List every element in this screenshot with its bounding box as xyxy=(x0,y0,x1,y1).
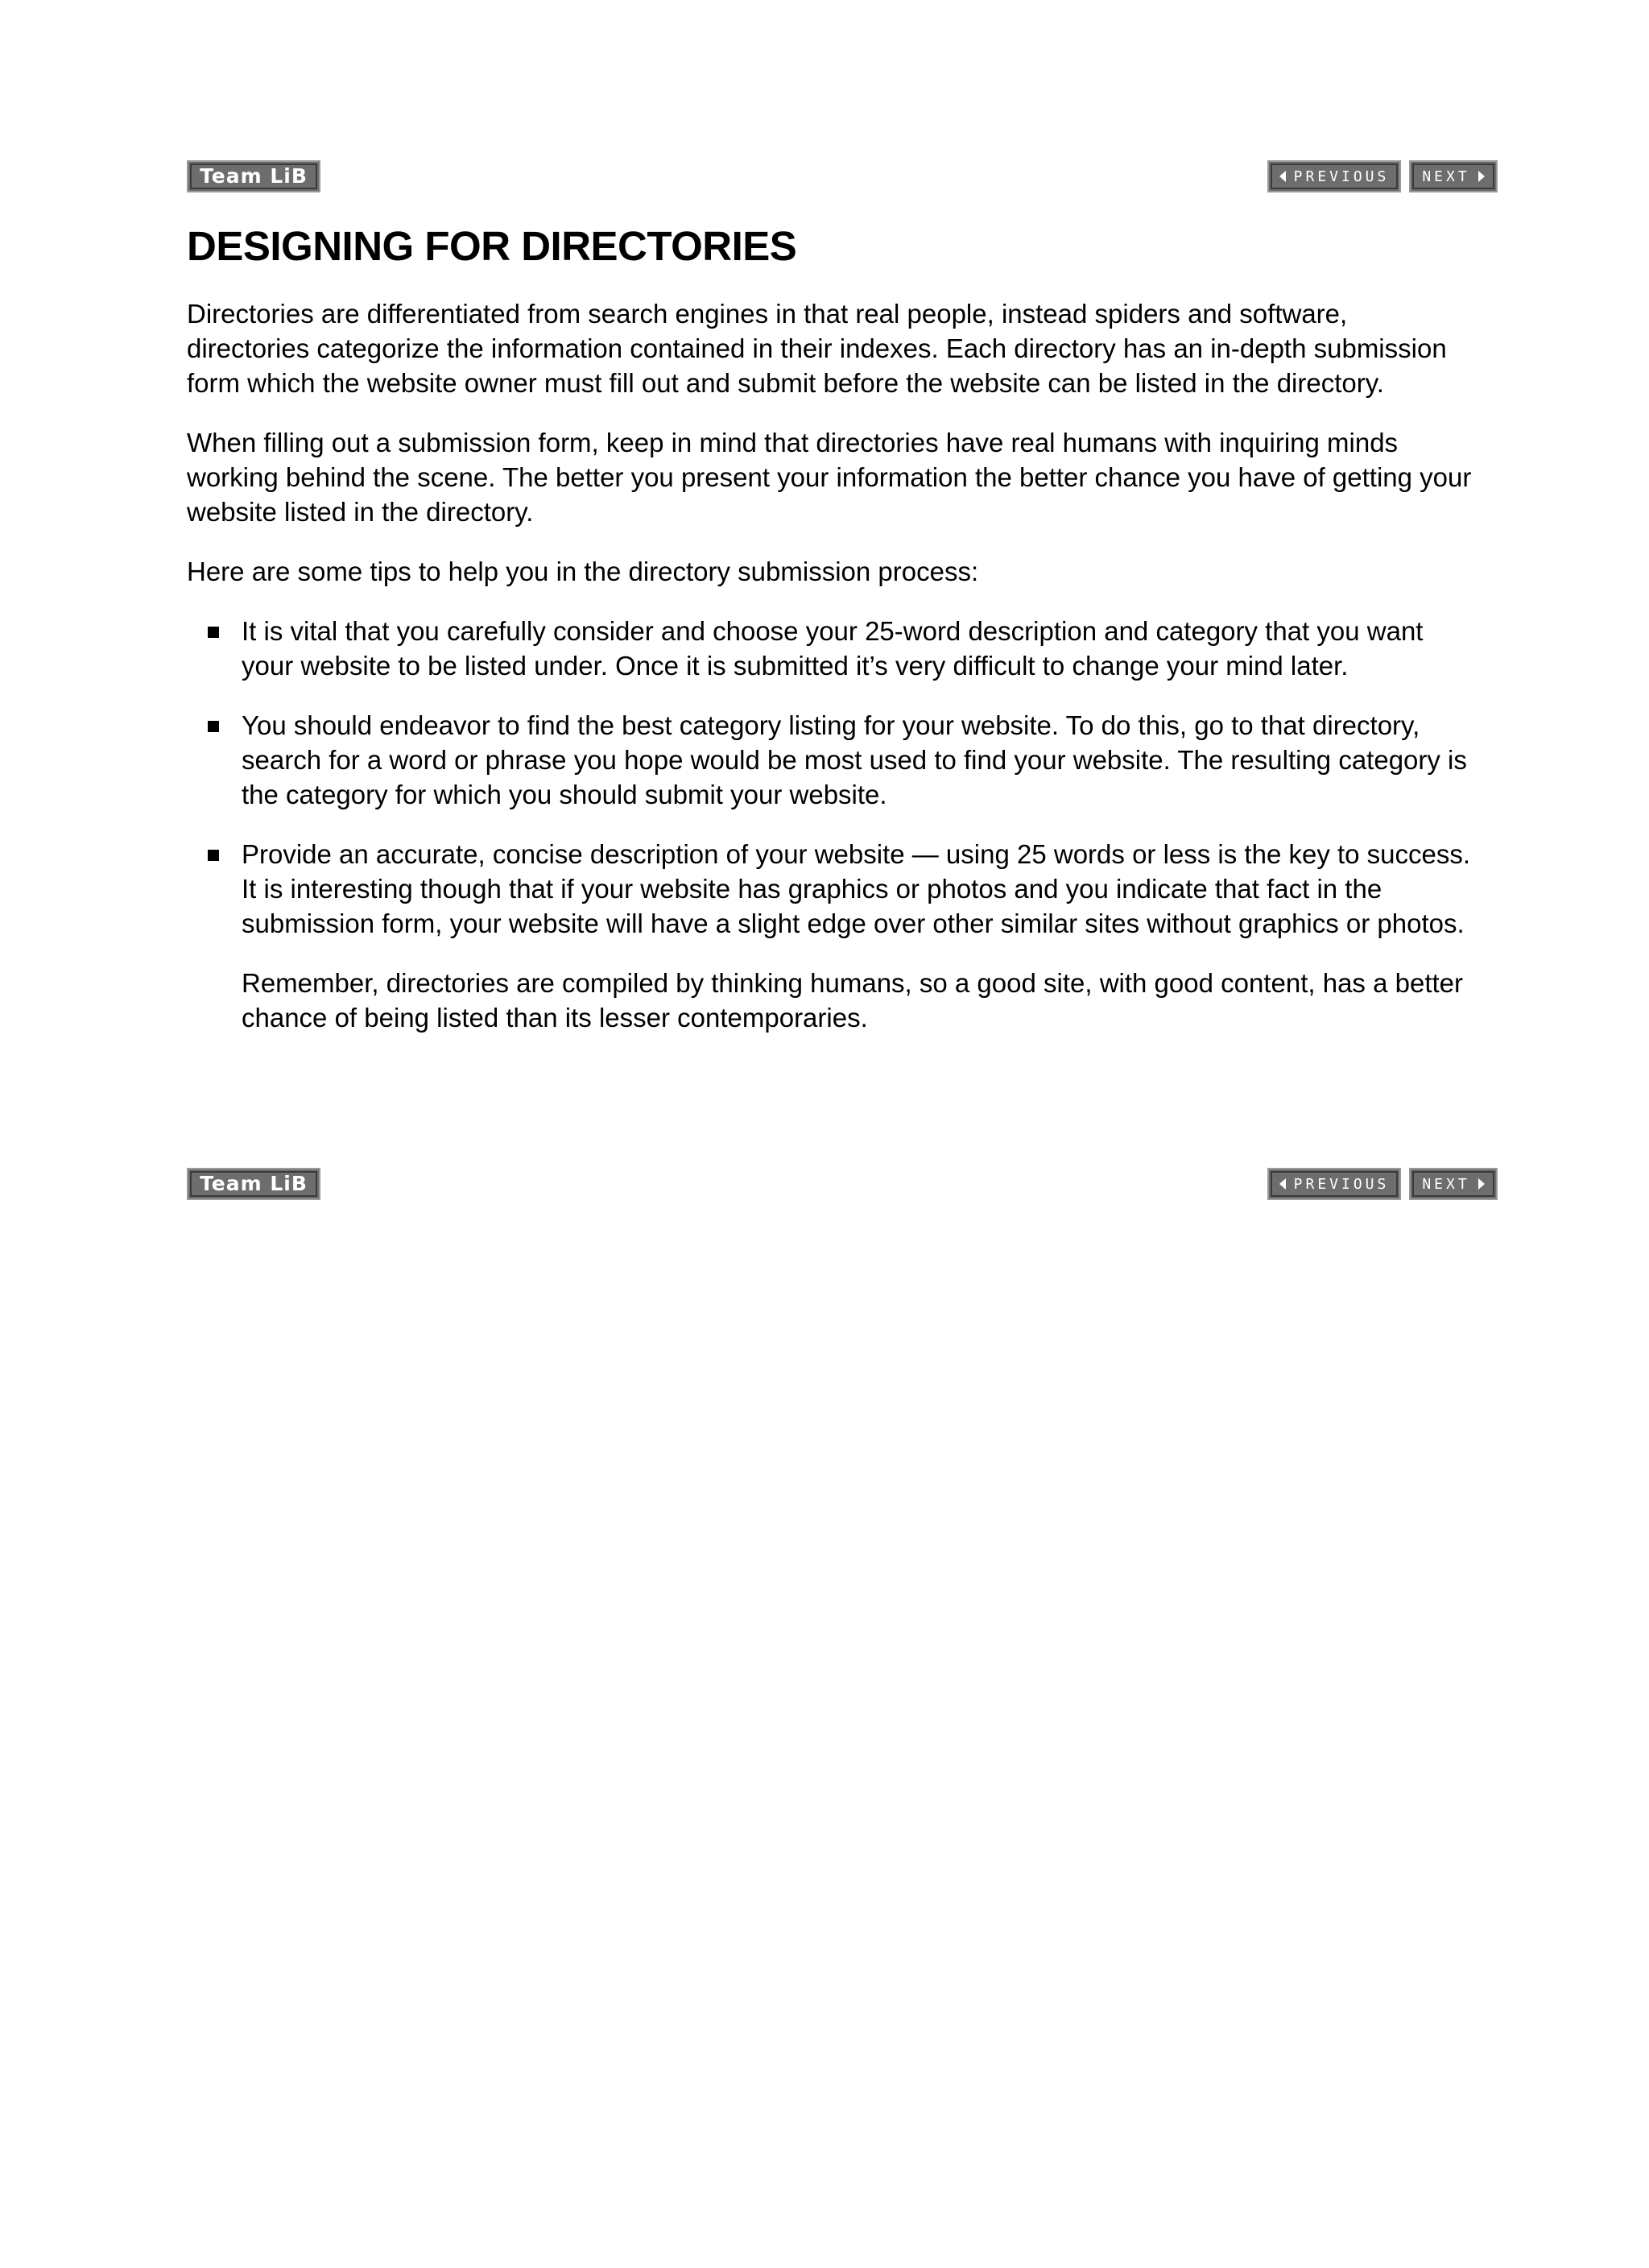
arrow-left-icon xyxy=(1279,171,1286,182)
arrow-right-icon xyxy=(1478,171,1485,182)
arrow-left-icon xyxy=(1279,1178,1286,1190)
list-item-text: Provide an accurate, concise description of your website — using 25 words or less is the key to success. It is interesting though that if your website has graphics or photos and you indicate that fact in the submission form, your website will have a slight edge over other similar sites without graphics or photos. xyxy=(242,839,1471,938)
next-button[interactable] xyxy=(1409,1168,1498,1200)
page-title: DESIGNING FOR DIRECTORIES xyxy=(187,223,797,269)
list-item xyxy=(187,614,1475,683)
team-lib-logo[interactable]: Team LiB xyxy=(187,160,320,192)
previous-label: PREVIOUS xyxy=(1293,1175,1390,1193)
pager-buttons xyxy=(1267,1168,1498,1200)
top-navigation xyxy=(187,160,1498,194)
submission-paragraph: When filling out a submission form, keep in mind that directories have real humans with inquiring minds working behind the scene. The better you present your information the better chance you have of getting your website listed in the directory. xyxy=(187,428,1472,527)
previous-button[interactable] xyxy=(1267,160,1401,192)
arrow-right-icon xyxy=(1478,1178,1485,1190)
main-content xyxy=(187,217,1475,1060)
team-lib-logo[interactable]: Team LiB xyxy=(187,1168,320,1200)
next-label: NEXT xyxy=(1422,168,1470,185)
list-item xyxy=(187,837,1475,941)
previous-label: PREVIOUS xyxy=(1293,168,1390,185)
bottom-navigation xyxy=(187,1168,1498,1202)
list-item-text: It is vital that you carefully consider and choose your 25-word description and category that you want your website to be listed under. Once it is submitted it’s very difficult to change your mind later. xyxy=(242,616,1424,681)
list-item xyxy=(187,708,1475,812)
previous-button[interactable] xyxy=(1267,1168,1401,1200)
closing-paragraph: Remember, directories are compiled by thinking humans, so a good site, with good content, has a better chance of being listed than its lesser contemporaries. xyxy=(242,968,1464,1033)
intro-paragraph: Directories are differentiated from search engines in that real people, instead spiders and software, directories categorize the information contained in their indexes. Each directory has an in-depth submission form which the website owner must fill out and submit before the website can be listed in the directory. xyxy=(187,299,1447,398)
square-bullet-icon xyxy=(208,721,219,732)
pager-buttons xyxy=(1267,160,1498,192)
tips-intro-paragraph: Here are some tips to help you in the directory submission process: xyxy=(187,557,979,586)
square-bullet-icon xyxy=(208,627,219,638)
square-bullet-icon xyxy=(208,850,219,861)
list-item-text: You should endeavor to find the best category listing for your website. To do this, go to that directory, search for a word or phrase you hope would be most used to find your website. The resulting category is the category for which you should submit your website. xyxy=(242,710,1467,809)
tips-list xyxy=(187,614,1475,941)
next-button[interactable] xyxy=(1409,160,1498,192)
next-label: NEXT xyxy=(1422,1175,1470,1193)
